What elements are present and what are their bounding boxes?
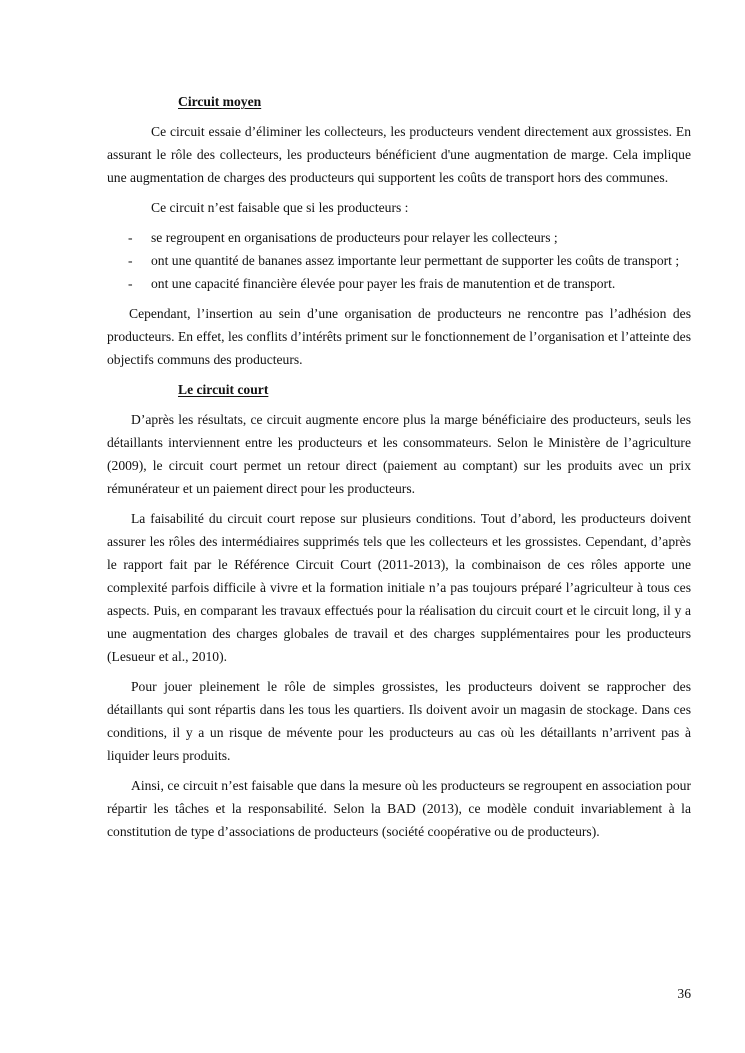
paragraph-faisabilite: La faisabilité du circuit court repose sur plusieurs conditions. Tout d’abord, les producteurs doivent assurer les rôles des intermédiaires supprimés tels que les collecteurs et les grossistes. Cependant, d’après le rapport fait par le Référence Circuit Court (2011-2013), la combinaison de ces rôles apporte une complexité parfois difficile à vivre et la formation initiale n’a pas toujours préparé l’agriculteur à tous ces aspects. Puis, en comparant les travaux effectués pour la réalisation du circuit court et le circuit long, il y a une augmentation des charges globales de travail et des charges supplémentaires pour les producteurs (Lesueur et al., 2010).	[107, 511, 691, 664]
heading-circuit-moyen: Circuit moyen	[178, 94, 262, 109]
paragraph-ainsi: Ainsi, ce circuit n’est faisable que dans la mesure où les producteurs se regroupent en association pour répartir les tâches et la responsabilité. Selon la BAD (2013), ce modèle conduit invariablement à la constitution de type d’associations de producteurs (société coopérative ou de producteurs).	[107, 778, 691, 839]
page-number: 36	[677, 986, 691, 1001]
paragraph-grossistes: Pour jouer pleinement le rôle de simples grossistes, les producteurs doivent se rapprocher des détaillants qui sont répartis dans les tous les quartiers. Ils doivent avoir un magasin de stockage. Dans ces conditions, il y a un risque de mévente pour les producteurs au cas où les détaillants n’arrivent pas à liquider leurs produits.	[107, 679, 691, 763]
paragraph-circuit-moyen-intro: Ce circuit essaie d’éliminer les collecteurs, les producteurs vendent directement aux grossistes. En assurant le rôle des collecteurs, les producteurs bénéficient d'une augmentation de marge. Cela implique une augmentation de charges des producteurs qui supportent les coûts de transport hors des communes.	[107, 124, 691, 185]
paragraph-cependant: Cependant, l’insertion au sein d’une organisation de producteurs ne rencontre pas l’adhésion des producteurs. En effet, les conflits d’intérêts priment sur le fonctionnement de l’organisation et l’atteinte des objectifs communs des producteurs.	[107, 306, 691, 367]
paragraph-conditions-intro: Ce circuit n’est faisable que si les producteurs :	[151, 200, 409, 215]
bullet-dash: -	[128, 230, 133, 245]
bullet-dash: -	[128, 253, 133, 268]
document-page	[107, 90, 691, 843]
list-item-text: ont une capacité financière élevée pour payer les frais de manutention et de transport.	[151, 276, 616, 291]
list-item	[107, 249, 691, 272]
list-item	[107, 226, 691, 249]
conditions-list	[107, 226, 691, 295]
paragraph-circuit-court-intro: D’après les résultats, ce circuit augmente encore plus la marge bénéficiaire des producteurs, seuls les détaillants interviennent entre les producteurs et les consommateurs. Selon le Ministère de l’agriculture (2009), le circuit court permet un retour direct (paiement au comptant) sur les produits avec un prix rémunérateur et un paiement direct pour les producteurs.	[107, 412, 691, 496]
bullet-dash: -	[128, 276, 133, 291]
list-item	[107, 272, 691, 295]
list-item-text: ont une quantité de bananes assez importante leur permettant de supporter les coûts de transport ;	[151, 253, 680, 268]
heading-circuit-court: Le circuit court	[178, 382, 269, 397]
list-item-text: se regroupent en organisations de producteurs pour relayer les collecteurs ;	[151, 230, 558, 245]
